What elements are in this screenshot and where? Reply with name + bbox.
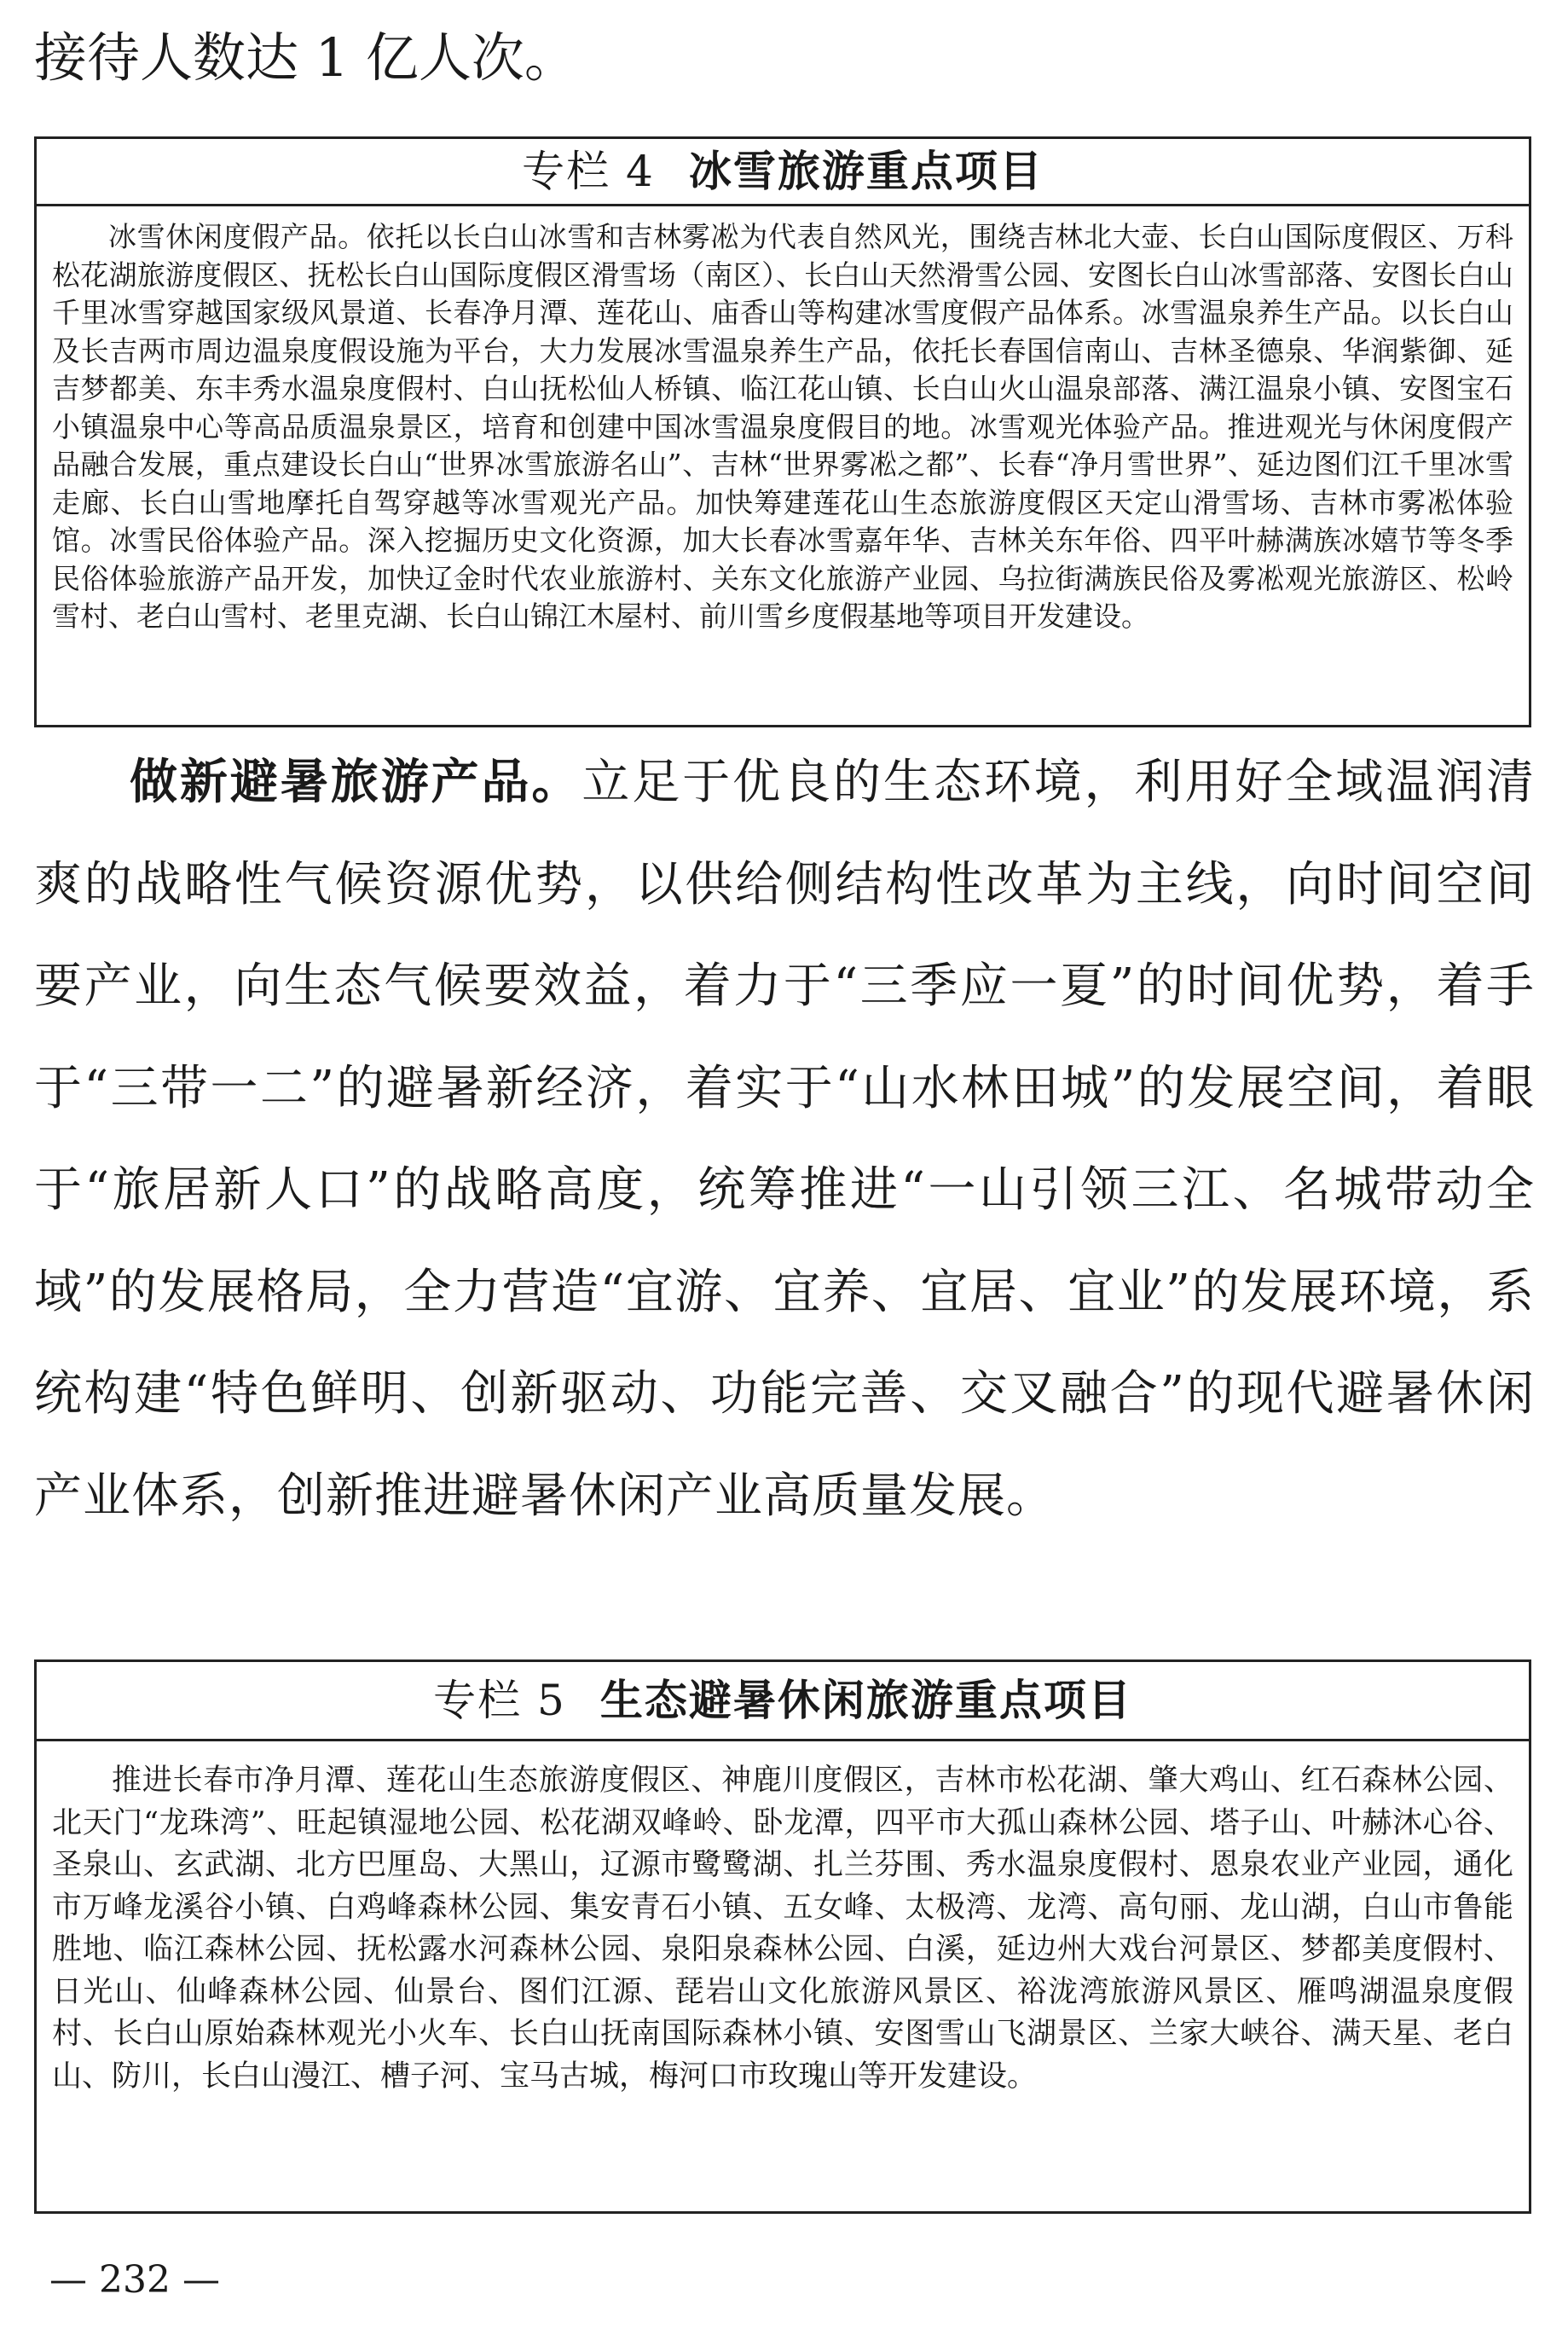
paragraph-lead-phrase: 做新避暑旅游产品。	[130, 755, 582, 810]
box-5-header	[37, 1662, 1529, 1741]
box-4-title: 冰雪旅游重点项目	[688, 147, 1044, 196]
continued-paragraph-end: 接待人数达 1 亿人次。	[34, 26, 577, 89]
box-5-text: 推进长春市净月潭、莲花山生态旅游度假区、神鹿川度假区，吉林市松花湖、肇大鸡山、红石森林公园、北天门“龙珠湾”、旺起镇湿地公园、松花湖双峰岭、卧龙潭，四平市大孤山森林公园、塔子山、叶赫沐心谷、圣泉山、玄武湖、北方巴厘岛、大黑山，辽源市鹭鹭湖、扎兰芬围、秀水温泉度假村、恩泉农业产业园，通化市万峰龙溪谷小镇、白鸡峰森林公园、集安青石小镇、五女峰、太极湾、龙湾、高句丽、龙山湖，白山市鲁能胜地、临江森林公园、抚松露水河森林公园、泉阳泉森林公园、白溪，延边州大戏台河景区、梦都美度假村、日光山、仙峰森林公园、仙景台、图们江源、琵岩山文化旅游风景区、裕泷湾旅游风景区、雁鸣湖温泉度假村、长白山原始森林观光小火车、长白山抚南国际森林小镇、安图雪山飞湖景区、兰家大峡谷、满天星、老白山、防川，长白山漫江、槽子河、宝马古城，梅河口市玫瑰山等开发建设。	[52, 1764, 1513, 2094]
sidebar-box-4	[34, 136, 1531, 727]
sidebar-box-5	[34, 1659, 1531, 2214]
box-4-number: 专栏 4	[522, 147, 655, 196]
box-5-title: 生态避暑休闲旅游重点项目	[599, 1676, 1132, 1725]
paragraph-text: 立足于优良的生态环境，利用好全域温润清爽的战略性气候资源优势，以供给侧结构性改革为主线，向时间空间要产业，向生态气候要效益，着力于“三季应一夏”的时间优势，着手于“三带一二”的避暑新经济，着实于“山水林田城”的发展空间，着眼于“旅居新人口”的战略高度，统筹推进“一山引领三江、名城带动全域”的发展格局，全力营造“宜游、宜养、宜居、宜业”的发展环境，系统构建“特色鲜明、创新驱动、功能完善、交叉融合”的现代避暑休闲产业体系，创新推进避暑休闲产业高质量发展。	[34, 755, 1536, 1524]
box-4-header	[37, 139, 1529, 206]
page-number: — 232 —	[49, 2258, 220, 2302]
box-4-text: 冰雪休闲度假产品。依托以长白山冰雪和吉林雾凇为代表自然风光，围绕吉林北大壶、长白山国际度假区、万科松花湖旅游度假区、抚松长白山国际度假区滑雪场（南区）、长白山天然滑雪公园、安图长白山冰雪部落、安图长白山千里冰雪穿越国家级风景道、长春净月潭、莲花山、庙香山等构建冰雪度假产品体系。冰雪温泉养生产品。以长白山及长吉两市周边温泉度假设施为平台，大力发展冰雪温泉养生产品，依托长春国信南山、吉林圣德泉、华润紫御、延吉梦都美、东丰秀水温泉度假村、白山抚松仙人桥镇、临江花山镇、长白山火山温泉部落、满江温泉小镇、安图宝石小镇温泉中心等高品质温泉景区，培育和创建中国冰雪温泉度假目的地。冰雪观光体验产品。推进观光与休闲度假产品融合发展，重点建设长白山“世界冰雪旅游名山”、吉林“世界雾凇之都”、长春“净月雪世界”、延边图们江千里冰雪走廊、长白山雪地摩托自驾穿越等冰雪观光产品。加快筹建莲花山生态旅游度假区天定山滑雪场、吉林市雾凇体验馆。冰雪民俗体验产品。深入挖掘历史文化资源，加大长春冰雪嘉年华、吉林关东年俗、四平叶赫满族冰嬉节等冬季民俗体验旅游产品开发，加快辽金时代农业旅游村、关东文化旅游产业园、乌拉街满族民俗及雾凇观光旅游区、松岭雪村、老白山雪村、老里克湖、长白山锦江木屋村、前川雪乡度假基地等项目开发建设。	[52, 220, 1513, 633]
box-5-number: 专栏 5	[433, 1676, 566, 1725]
body-paragraph	[34, 732, 1535, 1547]
